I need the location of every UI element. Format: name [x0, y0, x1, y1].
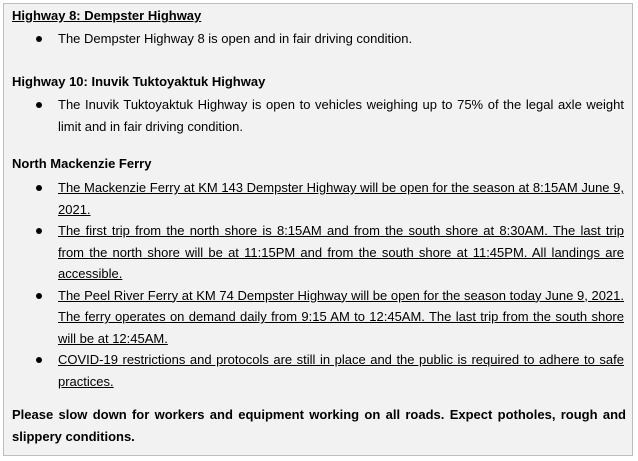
bullet-icon: [36, 185, 42, 191]
list-item: The first trip from the north shore is 8:15AM and from the south shore at 8:30AM. The last trip from the north shore will be at 11:15PM and from the south shore at 11:45PM. All landings are accessible.: [58, 220, 624, 285]
section-title-north-mackenzie-ferry: North Mackenzie Ferry: [12, 156, 152, 171]
section-title-inuvik-tuktoyaktuk-highway: Highway 10: Inuvik Tuktoyaktuk Highway: [12, 74, 266, 89]
bullet-icon: [36, 102, 42, 108]
list-item: COVID-19 restrictions and protocols are still in place and the public is required to adhere to safe practices.: [58, 349, 624, 392]
list-item: The Peel River Ferry at KM 74 Dempster Highway will be open for the season today June 9, 2021. The ferry operates on demand daily from 9:15 AM to 12:45AM. The last trip from the south shore will be at 12:45AM.: [58, 285, 624, 350]
section-title-dempster-highway: Highway 8: Dempster Highway: [12, 8, 202, 23]
list-item: The Inuvik Tuktoyaktuk Highway is open to vehicles weighing up to 75% of the legal axle weight limit and in fair driving condition.: [58, 94, 624, 137]
safety-notice: Please slow down for workers and equipment working on all roads. Expect potholes, rough and slippery conditions.: [12, 407, 626, 444]
road-conditions-panel: [3, 3, 633, 456]
list-item: The Dempster Highway 8 is open and in fair driving condition.: [58, 28, 624, 50]
dempster-highway-list: [4, 28, 624, 50]
inuvik-tuktoyaktuk-highway-list: [4, 94, 624, 137]
bullet-icon: [36, 228, 42, 234]
bullet-icon: [36, 36, 42, 42]
list-item: The Mackenzie Ferry at KM 143 Dempster Highway will be open for the season at 8:15AM June 9, 2021.: [58, 177, 624, 220]
north-mackenzie-ferry-list: [4, 177, 624, 392]
bullet-icon: [36, 357, 42, 363]
bullet-icon: [36, 293, 42, 299]
